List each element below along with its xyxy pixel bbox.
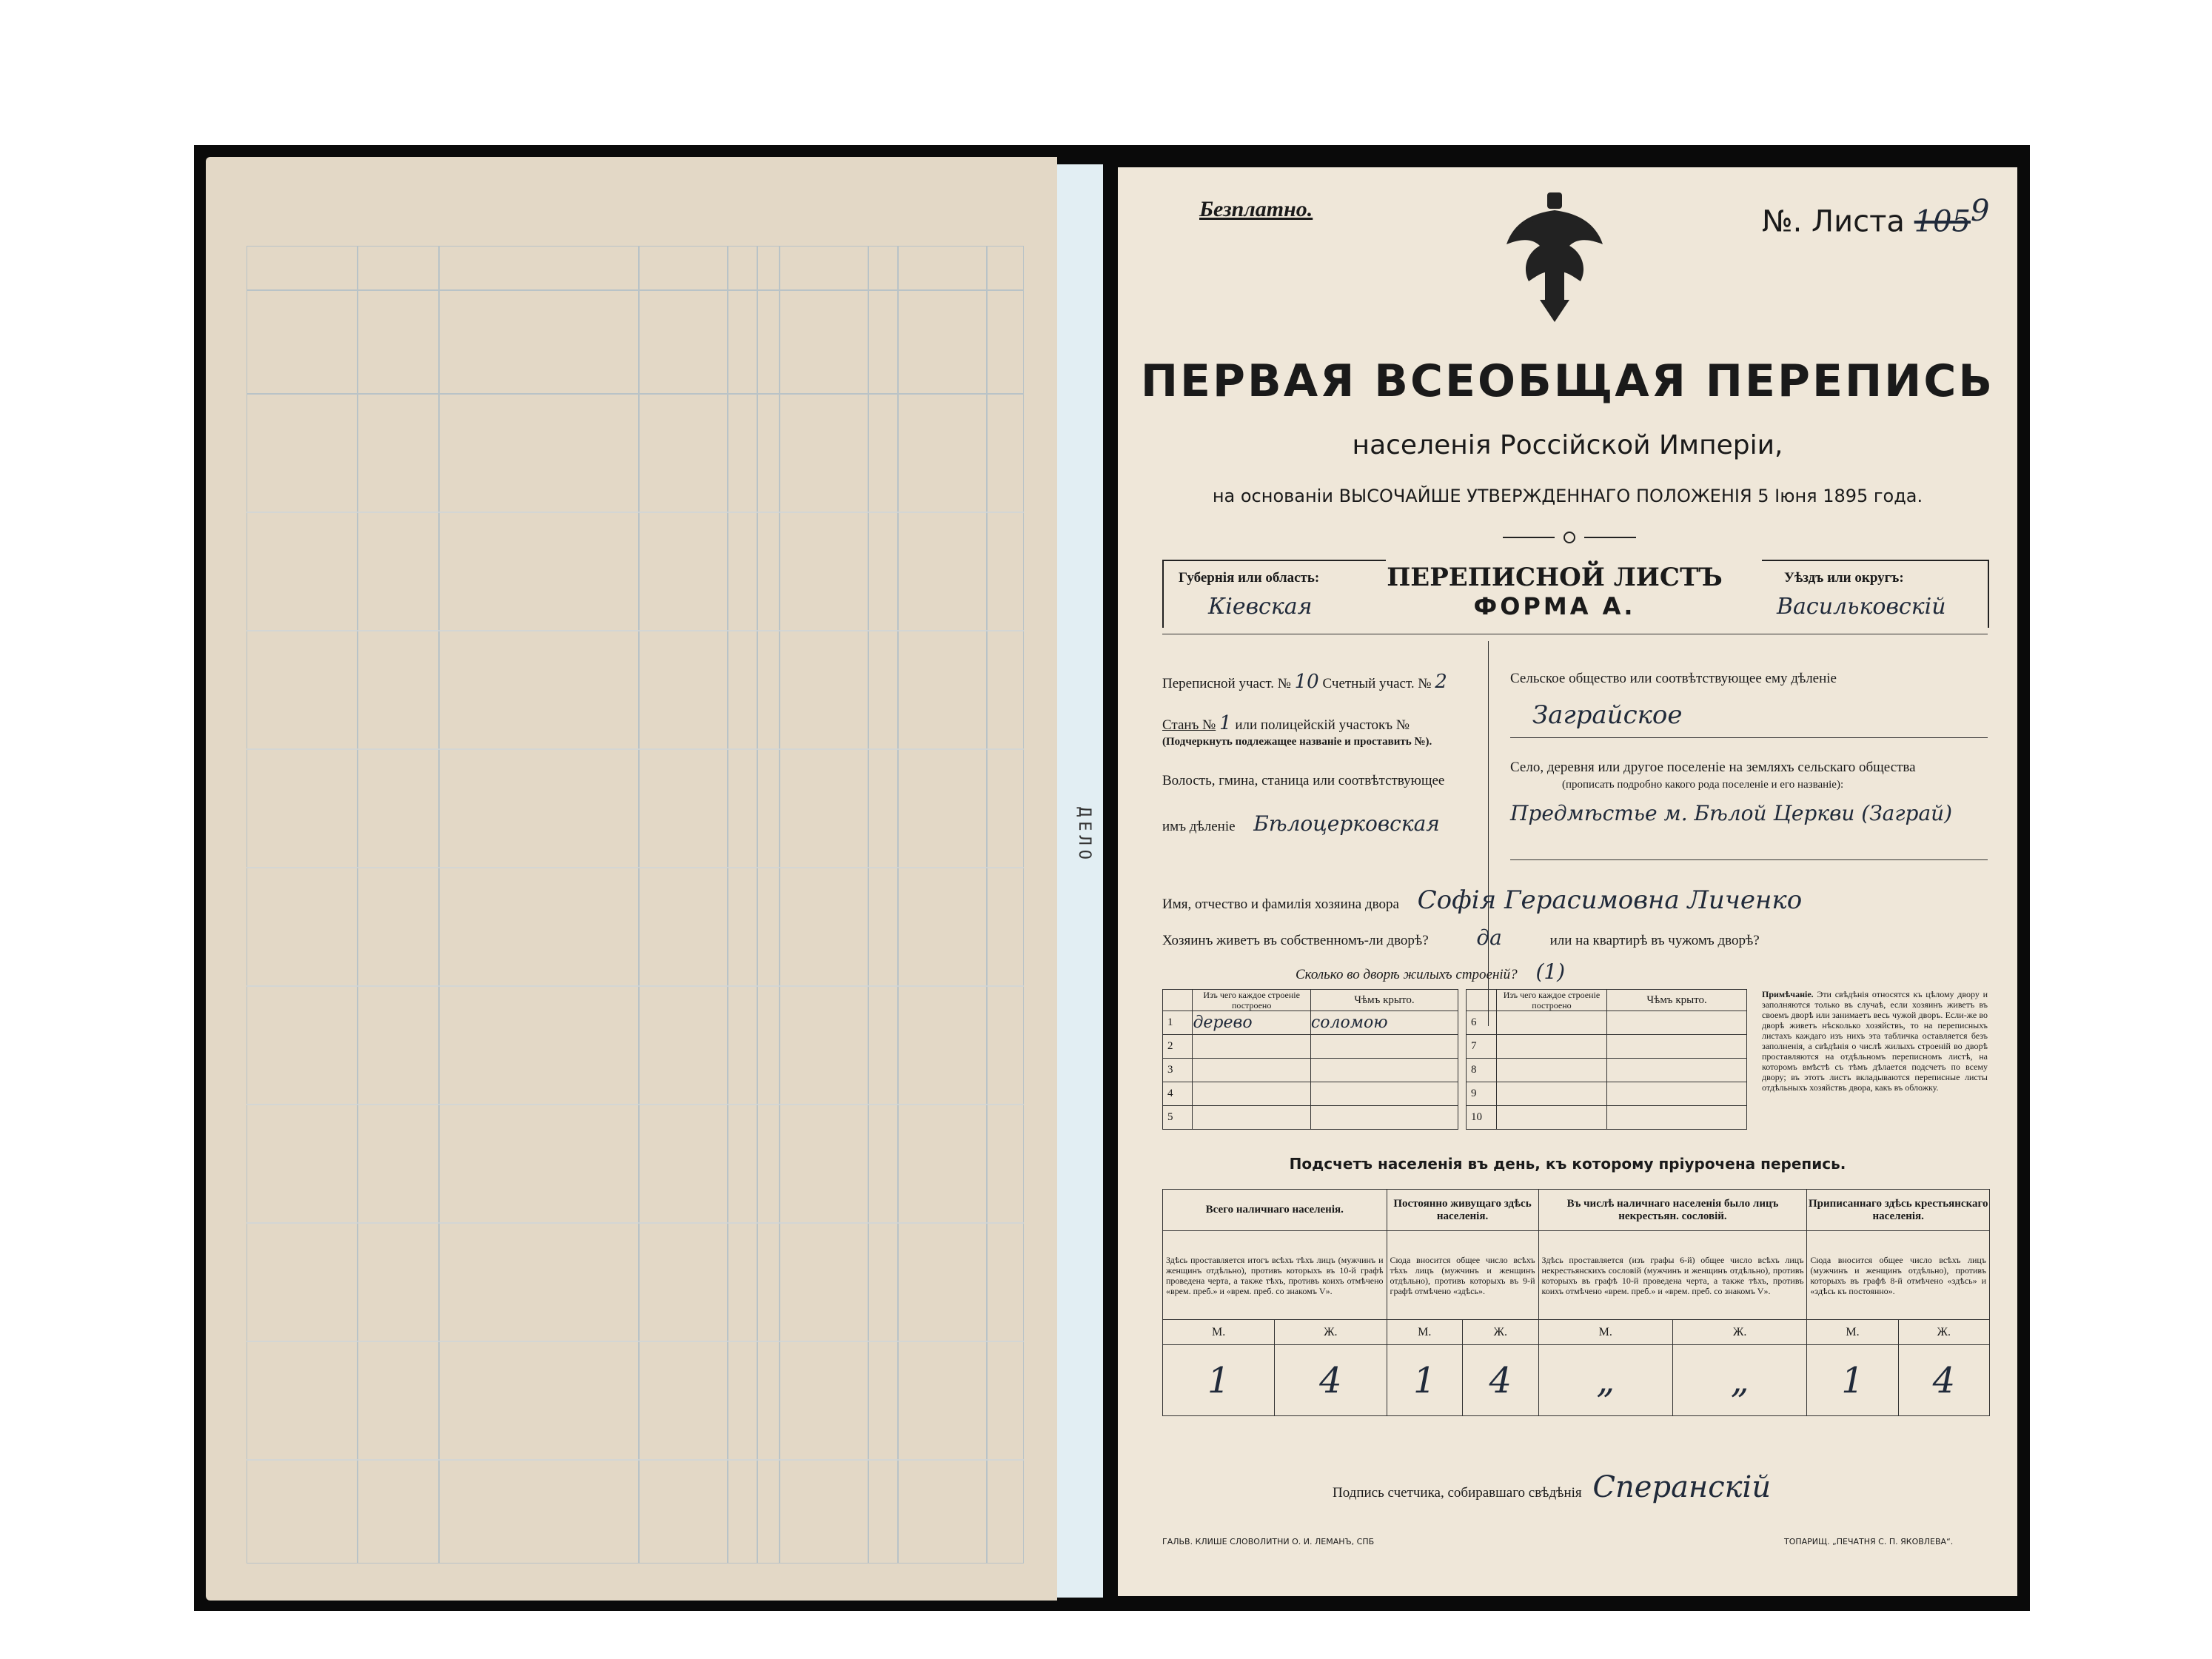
sex-female-header: Ж. <box>1898 1320 1989 1345</box>
table-row <box>1163 1059 1458 1082</box>
count-value: 4 <box>1898 1345 1989 1416</box>
volost-label-1: Волость, гмина, станица или соотвѣтствующее <box>1162 773 1445 788</box>
rented-label: или на квартирѣ въ чужомъ дворѣ? <box>1549 933 1760 948</box>
row-roof <box>1310 1082 1458 1106</box>
table-header-cell: Изъ чего каждое строеніе построено <box>1193 990 1310 1011</box>
table-header-cell <box>1163 990 1193 1011</box>
volost-label-2: имъ дѣленіе <box>1162 819 1236 834</box>
row-number: 4 <box>1163 1082 1193 1106</box>
row-roof <box>1310 1035 1458 1059</box>
note-title: Примѣчаніе. <box>1762 989 1814 999</box>
count-header: Въ числѣ наличнаго населенія было лицъ некрестьян. сословій. <box>1538 1190 1807 1231</box>
province-box <box>1162 560 1386 628</box>
owner-label: Имя, отчество и фамилія хозяина двора <box>1162 896 1399 912</box>
village-note: (прописать подробно какого рода поселеніе и его названіе): <box>1562 779 1844 791</box>
buildings-table-left <box>1162 989 1458 1130</box>
census-form-page <box>1118 167 2017 1596</box>
counting-district-value: 2 <box>1435 671 1447 693</box>
signature-value: Сперанскій <box>1592 1470 1772 1504</box>
count-header: Постоянно живущаго здѣсь населенія. <box>1387 1190 1538 1231</box>
table-row <box>1467 1082 1747 1106</box>
village-value: Предмѣстье м. Бѣлой Церкви (Заграй) <box>1510 801 1953 825</box>
row-roof <box>1607 1011 1747 1035</box>
population-count-table <box>1162 1189 1990 1416</box>
sex-male-header: М. <box>1538 1320 1672 1345</box>
society-label: Сельское общество или соотвѣтствующее ему дѣленіе <box>1510 671 1837 686</box>
row-number: 9 <box>1467 1082 1497 1106</box>
buildings-value: (1) <box>1535 959 1566 984</box>
district-value: Васильковскій <box>1777 594 1946 620</box>
census-district-field <box>1162 671 1447 693</box>
census-district-label: Переписной участ. № <box>1162 676 1291 691</box>
row-material <box>1193 1082 1310 1106</box>
double-headed-eagle-emblem-icon <box>1499 192 1610 326</box>
sex-female-header: Ж. <box>1672 1320 1806 1345</box>
count-description: Здѣсь проставляется итогъ всѣхъ тѣхъ лицъ (мужчинъ и женщинъ отдѣльно), противъ которыхъ въ 10-й графѣ проведена черта, а также тѣхъ, противъ коихъ отмѣчено «врем. преб.» и «врем. преб. со знакомъ V». <box>1163 1231 1387 1320</box>
own-yard-value: да <box>1476 925 1502 950</box>
printer-right: ТОПАРИЩ. „ПЕЧАТНЯ С. П. ЯКОВЛЕВА“. <box>1784 1537 1954 1546</box>
volost-value: Бѣлоцерковская <box>1253 811 1440 836</box>
row-roof <box>1310 1059 1458 1082</box>
sheet-number-value: 105 <box>1914 204 1971 239</box>
row-roof <box>1607 1059 1747 1082</box>
table-row <box>1467 1011 1747 1035</box>
table-row <box>1163 1011 1458 1035</box>
printer-left: ГАЛЬВ. КЛИШЕ СЛОВОЛИТНИ О. И. ЛЕМАНЪ, СПБ <box>1162 1537 1375 1546</box>
table-row <box>1163 1082 1458 1106</box>
buildings-table-right <box>1466 989 1747 1130</box>
row-material: дерево <box>1193 1011 1310 1035</box>
count-description: Сюда вносится общее число всѣхъ тѣхъ лицъ (мужчинъ и женщинъ отдѣльно), противъ которыхъ въ 9-й графѣ отмѣчено «здѣсь». <box>1387 1231 1538 1320</box>
sex-male-header: М. <box>1807 1320 1898 1345</box>
sex-male-header: М. <box>1387 1320 1463 1345</box>
owner-field <box>1162 885 1802 915</box>
underline-note: (Подчеркнуть подлежащее названіе и проставить №). <box>1162 736 1432 748</box>
count-title: Подсчетъ населенія въ день, къ которому пріурочена перепись. <box>1289 1155 1846 1173</box>
signature-field <box>1333 1470 1771 1504</box>
row-material <box>1496 1082 1607 1106</box>
village-label: Село, деревня или другое поселеніе на земляхъ сельскаго общества <box>1510 760 1916 775</box>
row-material <box>1496 1106 1607 1130</box>
sex-female-header: Ж. <box>1275 1320 1387 1345</box>
row-roof <box>1607 1082 1747 1106</box>
row-roof <box>1607 1106 1747 1130</box>
ornament-divider <box>1503 530 1636 545</box>
row-material <box>1496 1035 1607 1059</box>
row-number: 3 <box>1163 1059 1193 1082</box>
buildings-note <box>1762 989 1988 1093</box>
society-underline <box>1510 737 1988 738</box>
count-value: 1 <box>1163 1345 1275 1416</box>
row-number: 2 <box>1163 1035 1193 1059</box>
owner-value: Софія Герасимовна Личенко <box>1417 885 1803 915</box>
form-subtitle: населенія Россійской Имперіи, <box>1352 430 1783 460</box>
signature-label: Подпись счетчика, собиравшаго свѣдѣнія <box>1333 1485 1582 1501</box>
table-header-cell: Изъ чего каждое строеніе построено <box>1496 990 1607 1011</box>
stan-value: 1 <box>1219 712 1232 734</box>
note-text: Эти свѣдѣнія относятся къ цѣлому двору и заполняются только въ случаѣ, если хозяинъ живетъ въ своемъ дворѣ или занимаетъ весь чужой дворъ. Если-же во дворѣ живетъ нѣсколько хозяйствъ, то на переписныхъ листахъ каждаго изъ нихъ эта табличка оставляется безъ заполненія, а свѣдѣнія о числѣ жилыхъ строеній во дворѣ проставляются на отдѣльномъ переписномъ листѣ, на которомъ вмѣстѣ съ тѣмъ дѣлается подсчетъ по всему двору; въ этотъ листъ вкладываются переписные листы отдѣльныхъ хозяйствъ двора, какъ въ обложку. <box>1762 989 1988 1093</box>
table-header-cell <box>1467 990 1497 1011</box>
row-material <box>1496 1011 1607 1035</box>
row-number: 5 <box>1163 1106 1193 1130</box>
own-yard-label: Хозяинъ живетъ въ собственномъ-ли дворѣ? <box>1162 933 1429 948</box>
buildings-label: Сколько во дворѣ жилыхъ строеній? <box>1296 967 1518 982</box>
count-value: 1 <box>1807 1345 1898 1416</box>
buildings-field <box>1296 959 1565 984</box>
count-description: Здѣсь проставляется (изъ графы 6-й) общее число всѣхъ лицъ некрестьянскихъ сословій (мужчинъ и женщинъ отдѣльно), противъ которыхъ въ графѣ 10-й проведена черта, а также тѣхъ, противъ коихъ отмѣчено «врем. преб.» и «врем. преб. со знакомъ V». <box>1538 1231 1807 1320</box>
form-main-title: ПЕРВАЯ ВСЕОБЩАЯ ПЕРЕПИСЬ <box>1140 355 1995 407</box>
table-row <box>1467 1059 1747 1082</box>
society-value: Заграйское <box>1532 700 1683 730</box>
table-header-cell: Чѣмъ крыто. <box>1310 990 1458 1011</box>
sheet-number-new: 9 <box>1971 194 1990 228</box>
form-title-line-2: ФОРМА А. <box>1473 592 1636 620</box>
row-number: 7 <box>1467 1035 1497 1059</box>
row-material <box>1496 1059 1607 1082</box>
row-number: 10 <box>1467 1106 1497 1130</box>
table-header-cell: Чѣмъ крыто. <box>1607 990 1747 1011</box>
table-row <box>1163 1106 1458 1130</box>
volost-field <box>1162 811 1440 836</box>
province-label: Губернія или область: <box>1179 570 1320 586</box>
stan-field <box>1162 712 1410 734</box>
sex-male-header: М. <box>1163 1320 1275 1345</box>
row-roof <box>1310 1106 1458 1130</box>
counting-district-label: Счетный участ. № <box>1322 676 1432 691</box>
free-label: Безплатно. <box>1199 197 1313 221</box>
faded-table-grid <box>247 246 1024 1564</box>
row-number: 1 <box>1163 1011 1193 1035</box>
form-title-line-1: ПЕРЕПИСНОЙ ЛИСТЪ <box>1387 563 1723 592</box>
district-box <box>1762 560 1989 628</box>
count-value: 1 <box>1387 1345 1463 1416</box>
count-header: Приписаннаго здѣсь крестьянскаго населенія. <box>1807 1190 1990 1231</box>
stan-label: Станъ № <box>1162 717 1216 733</box>
row-roof <box>1607 1035 1747 1059</box>
census-district-value: 10 <box>1294 671 1319 693</box>
form-legal-basis: на основаніи ВЫСОЧАЙШЕ УТВЕРЖДЕННАГО ПОЛОЖЕНІЯ 5 Іюня 1895 года. <box>1212 486 1923 506</box>
table-row <box>1467 1106 1747 1130</box>
police-label: или полицейскій участокъ № <box>1235 717 1410 733</box>
province-value: Кіевская <box>1208 594 1313 620</box>
own-yard-field <box>1162 925 1760 950</box>
village-underline <box>1510 859 1988 860</box>
district-label: Уѣздъ или округъ: <box>1784 570 1904 586</box>
count-value: 4 <box>1463 1345 1539 1416</box>
sheet-number-label: №. Листа <box>1762 204 1905 239</box>
table-row <box>1163 1035 1458 1059</box>
row-roof: соломою <box>1310 1011 1458 1035</box>
count-value: „ <box>1672 1345 1806 1416</box>
count-header: Всего наличнаго населенія. <box>1163 1190 1387 1231</box>
spine-strip <box>1057 164 1103 1598</box>
row-material <box>1193 1035 1310 1059</box>
row-number: 6 <box>1467 1011 1497 1035</box>
row-number: 8 <box>1467 1059 1497 1082</box>
sex-female-header: Ж. <box>1463 1320 1539 1345</box>
count-value: „ <box>1538 1345 1672 1416</box>
table-row <box>1467 1035 1747 1059</box>
left-page <box>206 157 1057 1601</box>
sheet-number <box>1762 194 1989 238</box>
form-title-box <box>1384 560 1725 626</box>
row-material <box>1193 1106 1310 1130</box>
row-material <box>1193 1059 1310 1082</box>
count-description: Сюда вносится общее число всѣхъ лицъ (мужчинъ и женщинъ отдѣльно), противъ которыхъ въ графѣ 8-й отмѣчено «здѣсь» и «здѣсь къ постоянно». <box>1807 1231 1990 1320</box>
count-value: 4 <box>1275 1345 1387 1416</box>
spine-stamp: ДЕЛО <box>1075 807 1093 864</box>
